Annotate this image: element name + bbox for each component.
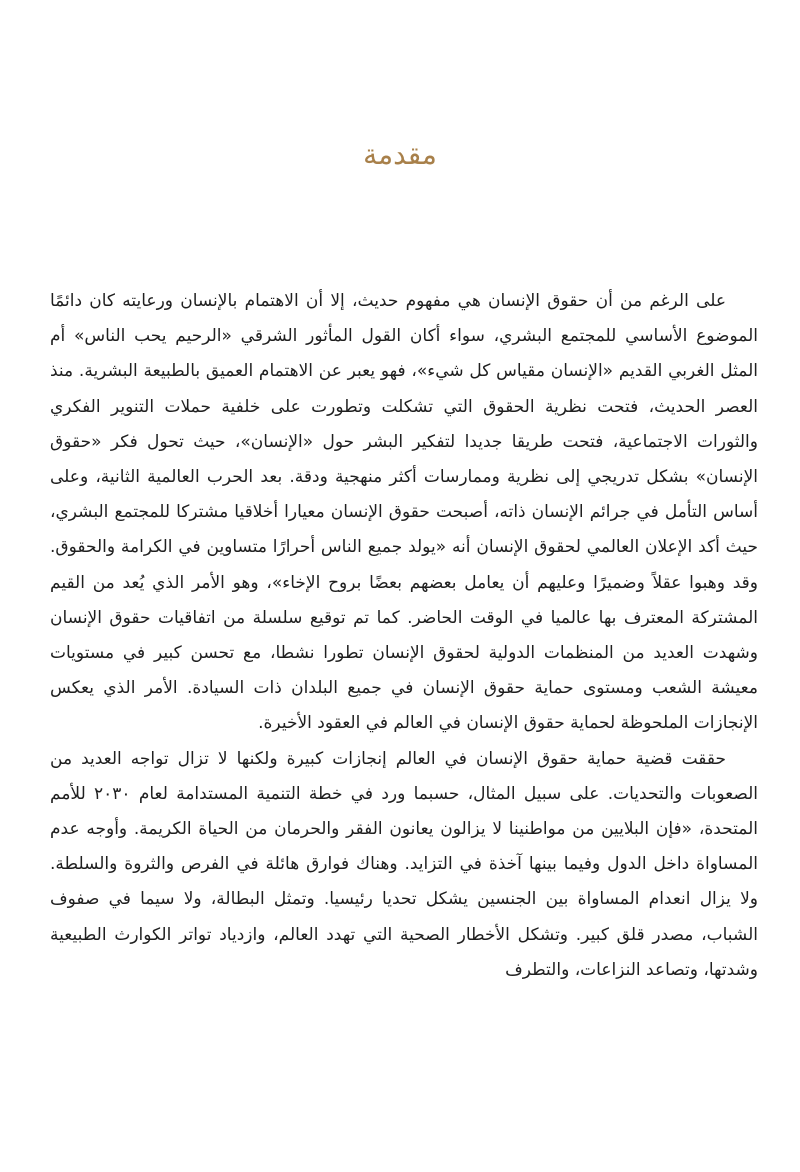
paragraph-1: على الرغم من أن حقوق الإنسان هي مفهوم حديث، إلا أن الاهتمام بالإنسان ورعايته كان دائمًا الموضوع الأساسي للمجتمع البشري، سواء أكان القول المأثور الشرقي «الرحيم يحب الناس» أم المثل الغربي القديم «الإنسان مقياس كل شيء»، فهو يعبر عن الاهتمام العميق بالطبيعة البشرية. منذ العصر الحديث، فتحت نظرية الحقوق التي تشكلت وتطورت على خلفية حملات التنوير الفكري والثورات الاجتماعية، فتحت طريقا جديدا لتفكير البشر حول «الإنسان»، حيث تحول فكر «حقوق الإنسان» بشكل تدريجي إلى نظرية وممارسات أكثر منهجية ودقة. بعد الحرب العالمية الثانية، وعلى أساس التأمل في جرائم الإنسان ذاته، أصبحت حقوق الإنسان معيارا أخلاقيا مشتركا للمجتمع البشري، حيث أكد الإعلان العالمي لحقوق الإنسان أنه «يولد جميع الناس أحرارًا متساوين في الكرامة والحقوق. وقد وهبوا عقلاً وضميرًا وعليهم أن يعامل بعضهم بعضًا بروح الإخاء»، وهو الأمر الذي يُعد من القيم المشتركة المعترف بها عالميا في الوقت الحاضر. كما تم توقيع سلسلة من اتفاقيات حقوق الإنسان وشهدت العديد من المنظمات الدولية لحقوق الإنسان تطورا نشطا، مع تحسن كبير في مستويات معيشة الشعب ومستوى حماية حقوق الإنسان في جميع البلدان ذات السيادة. الأمر الذي يعكس الإنجازات الملحوظة لحماية حقوق الإنسان في العالم في العقود الأخيرة.: [50, 291, 758, 734]
paragraph-2: حققت قضية حماية حقوق الإنسان في العالم إنجازات كبيرة ولكنها لا تزال تواجه العديد من الصعوبات والتحديات. على سبيل المثال، حسبما ورد في خطة التنمية المستدامة لعام ٢٠٣٠ للأمم المتحدة، «فإن البلايين من مواطنينا لا يزالون يعانون الفقر والحرمان من الحياة الكريمة. وأوجه عدم المساواة داخل الدول وفيما بينها آخذة في التزايد. وهناك فوارق هائلة في الفرص والثروة والسلطة. ولا يزال انعدام المساواة بين الجنسين يشكل تحديا رئيسيا. وتمثل البطالة، ولا سيما في صفوف الشباب، مصدر قلق كبير. وتشكل الأخطار الصحية التي تهدد العالم، وازدياد تواتر الكوارث الطبيعية وشدتها، وتصاعد النزاعات، والتطرف: [50, 748, 758, 980]
body-text: [50, 284, 758, 988]
page-title: مقدمة: [363, 138, 437, 171]
